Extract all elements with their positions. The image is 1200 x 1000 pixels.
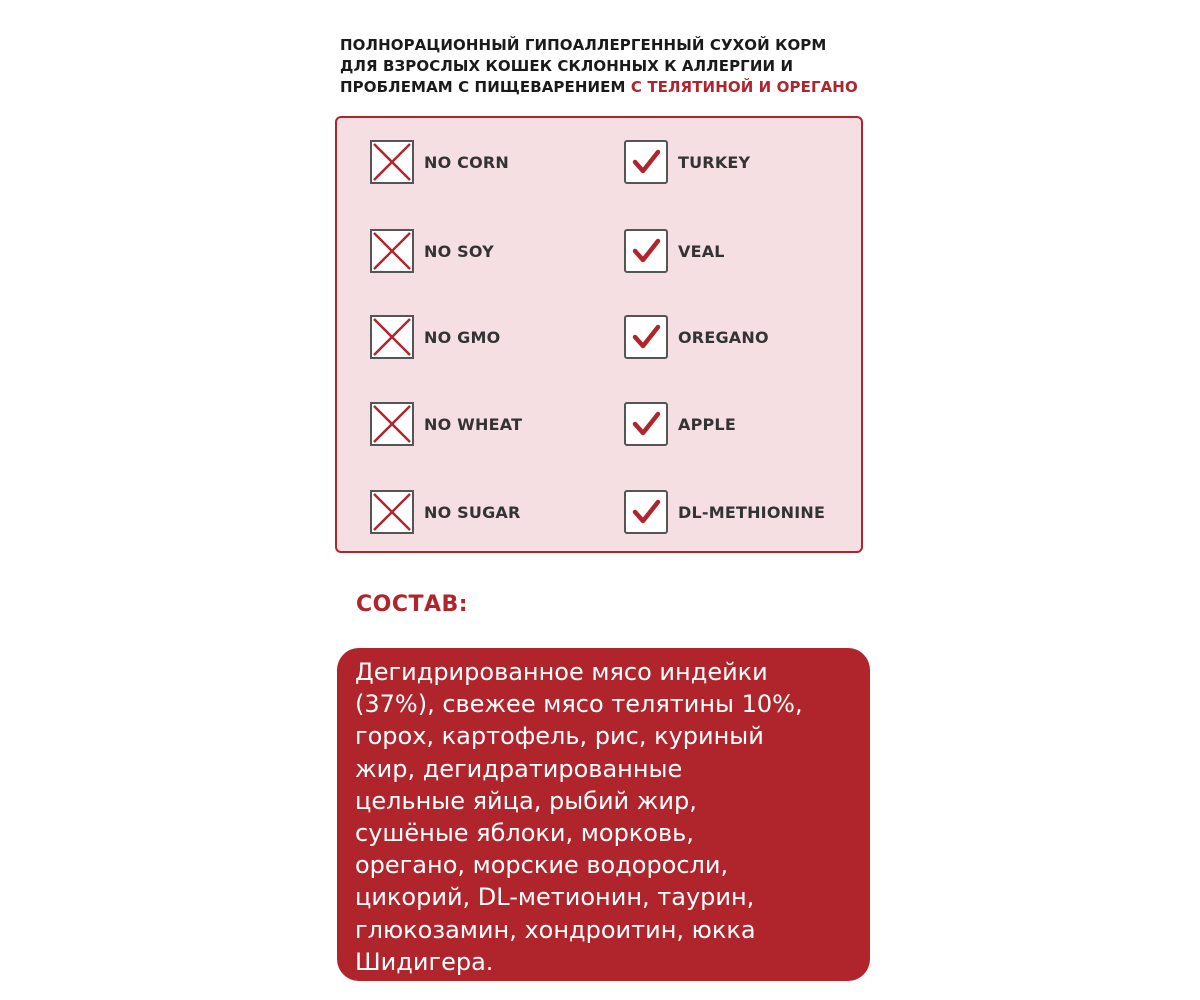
- free-from-label: NO SOY: [424, 241, 494, 261]
- checkmark-icon: [624, 315, 668, 359]
- contains-item: [624, 401, 736, 447]
- cross-icon: [370, 490, 414, 534]
- contains-label: VEAL: [678, 241, 725, 261]
- contains-label: DL-METHIONINE: [678, 502, 826, 522]
- composition-line: Дегидрированное мясо индейки: [355, 658, 768, 686]
- title-line-3-prefix: ПРОБЛЕМАМ С ПИЩЕВАРЕНИЕМ: [340, 78, 631, 96]
- composition-line: сушёные яблоки, морковь,: [355, 819, 694, 848]
- free-from-label: NO GMO: [424, 327, 501, 347]
- checklist-row: [337, 228, 861, 274]
- composition-line: жир, дегидратированные: [355, 754, 683, 783]
- contains-item: [624, 139, 750, 185]
- checklist-row: [337, 489, 861, 535]
- title-line-3: [340, 77, 900, 98]
- composition-text-box: [337, 648, 870, 981]
- checkmark-icon: [624, 402, 668, 446]
- ingredient-checklist: [335, 116, 863, 553]
- composition-line: Шидигера.: [355, 947, 494, 976]
- checkmark-icon: [624, 229, 668, 273]
- free-from-label: NO WHEAT: [424, 414, 523, 434]
- free-from-item: [370, 401, 522, 447]
- free-from-label: NO CORN: [424, 152, 510, 172]
- contains-label: OREGANO: [678, 327, 769, 347]
- contains-label: TURKEY: [678, 152, 751, 172]
- checkmark-icon: [624, 140, 668, 184]
- cross-icon: [370, 229, 414, 273]
- checklist-row: [337, 401, 861, 447]
- checklist-row: [337, 314, 861, 360]
- composition-line: горох, картофель, рис, куриный: [355, 722, 764, 751]
- cross-icon: [370, 140, 414, 184]
- title-line-2: ДЛЯ ВЗРОСЛЫХ КОШЕК СКЛОННЫХ К АЛЛЕРГИИ И: [340, 57, 794, 75]
- title-line-1: ПОЛНОРАЦИОННЫЙ ГИПОАЛЛЕРГЕННЫЙ СУХОЙ КОРМ: [340, 36, 827, 54]
- composition-heading: СОСТАВ:: [356, 592, 469, 617]
- composition-line: орегано, морские водоросли,: [355, 851, 729, 880]
- composition-line: глюкозамин, хондроитин, юкка: [355, 915, 756, 944]
- composition-line: цельные яйца, рыбий жир,: [355, 786, 697, 815]
- free-from-label: NO SUGAR: [424, 502, 521, 522]
- checklist-row: [337, 139, 861, 185]
- composition-line: цикорий, DL-метионин, таурин,: [355, 883, 755, 912]
- contains-label: APPLE: [678, 414, 736, 434]
- composition-line: (37%), свежее мясо телятины 10%,: [355, 690, 803, 719]
- contains-item: [624, 314, 769, 360]
- free-from-item: [370, 139, 509, 185]
- contains-item: [624, 489, 825, 535]
- product-title: [340, 35, 900, 98]
- title-accent: С ТЕЛЯТИНОЙ И ОРЕГАНО: [630, 78, 858, 96]
- cross-icon: [370, 315, 414, 359]
- free-from-item: [370, 228, 494, 274]
- contains-item: [624, 228, 725, 274]
- checkmark-icon: [624, 490, 668, 534]
- cross-icon: [370, 402, 414, 446]
- free-from-item: [370, 314, 500, 360]
- free-from-item: [370, 489, 521, 535]
